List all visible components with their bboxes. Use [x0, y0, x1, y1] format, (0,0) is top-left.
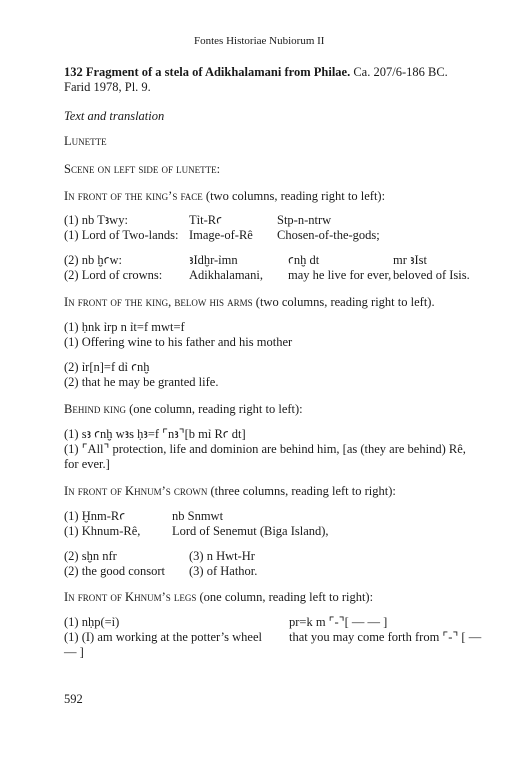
- entry-title-line: [64, 65, 448, 80]
- block1-l2-trans-c: may he live for ever,: [288, 268, 392, 282]
- entry-reference: Farid 1978, Pl. 9.: [64, 80, 151, 94]
- block4-l1-translit-b: nb Snmwt: [172, 509, 224, 523]
- block1-l1-translit-b: Tỉt-Rꜥ: [189, 213, 222, 227]
- block1-l2-translit-a: (2) nb ḫꜥw:: [64, 253, 122, 267]
- block4-l1-trans-a: (1) Khnum-Rê,: [64, 524, 141, 538]
- block2-heading-label: In front of the king, below his arms: [64, 295, 253, 309]
- block1-l1-translit-c: Stp-n-ntrw: [277, 213, 332, 227]
- block5-l1-trans-a: (1) (I) am working at the potter’s wheel: [64, 630, 262, 644]
- block1-heading: [64, 189, 385, 204]
- entry-number: 132: [64, 65, 83, 79]
- block3-heading: [64, 402, 303, 417]
- block4-l2-trans-b: (3) of Hathor.: [189, 564, 258, 578]
- block1-l1-trans-c: Chosen-of-the-gods;: [277, 228, 380, 242]
- scene-heading: Scene on left side of lunette:: [64, 162, 221, 176]
- lunette-heading: Lunette: [64, 134, 107, 148]
- block5-l1-trans-b: that you may come forth from ⌜-⌝ [ —: [289, 630, 482, 644]
- block3-heading-note: (one column, reading right to left):: [129, 402, 303, 416]
- block1-l1-translit-a: (1) nb Tꜣwy:: [64, 213, 128, 227]
- block1-heading-note: (two columns, reading right to left):: [205, 189, 386, 203]
- block4-l2-translit-b: (3) n Hwt-Hr: [189, 549, 255, 563]
- block1-heading-label: In front of the king’s face: [64, 189, 203, 203]
- block4-heading-note: (three columns, reading left to right):: [210, 484, 396, 498]
- block1-l2-translit-b: ꜣIdḫr-ỉmn: [189, 253, 238, 267]
- entry-title: Fragment of a stela of Adikhalamani from Philae.: [85, 65, 351, 79]
- block4-heading-label: In front of Khnum’s crown: [64, 484, 208, 498]
- entry-date: Ca. 207/6-186 BC.: [353, 65, 448, 79]
- block4-l1-trans-b: Lord of Senemut (Biga Island),: [172, 524, 329, 538]
- block2-l1-trans: (1) Offering wine to his father and his mother: [64, 335, 293, 349]
- block2-l2-trans: (2) that he may be granted life.: [64, 375, 219, 389]
- block1-l2-trans-b: Adikhalamani,: [189, 268, 263, 282]
- block1-l2-trans-d: beloved of Isis.: [393, 268, 470, 282]
- block1-l2-translit-c: ꜥnḫ dt: [288, 253, 320, 267]
- block5-l1-translit-b: pr=k m ⌜-⌝[ — — ]: [289, 615, 388, 629]
- block5-heading: [64, 590, 373, 605]
- block4-l2-trans-a: (2) the good consort: [64, 564, 166, 578]
- block3-heading-label: Behind king: [64, 402, 126, 416]
- page-number: 592: [64, 692, 83, 706]
- block1-l2-trans-a: (2) Lord of crowns:: [64, 268, 163, 282]
- block1-l2-translit-d: mr ꜣIst: [393, 253, 427, 267]
- block3-l1-trans-b: for ever.]: [64, 457, 110, 471]
- block2-heading-note: (two columns, reading right to left).: [255, 295, 435, 309]
- block2-l1-translit: (1) ḥnk ỉrp n ỉt=f mwt=f: [64, 320, 185, 334]
- block2-l2-translit: (2) ỉr[n]=f dỉ ꜥnḫ: [64, 360, 150, 374]
- block4-l2-translit-a: (2) sḫn nfr: [64, 549, 117, 563]
- block3-l1-translit: (1) sꜣ ꜥnḫ wꜣs ḥꜣ=f ⌜nꜣ⌝[b mỉ Rꜥ dt]: [64, 427, 246, 441]
- section-heading: Text and translation: [64, 109, 165, 123]
- block5-heading-note: (one column, reading left to right):: [199, 590, 374, 604]
- block5-heading-label: In front of Khnum’s legs: [64, 590, 197, 604]
- block3-l1-trans-a: (1) ⌜All⌝ protection, life and dominion are behind him, [as (they are behind) Rê,: [64, 442, 466, 456]
- block1-l1-trans-b: Image-of-Rê: [189, 228, 253, 242]
- block5-l1-trans-cont: — ]: [64, 645, 84, 659]
- block4-l1-translit-a: (1) Ḫnm-Rꜥ: [64, 509, 126, 523]
- block2-heading: [64, 295, 435, 310]
- running-head: Fontes Historiae Nubiorum II: [194, 35, 325, 47]
- block4-heading: [64, 484, 396, 499]
- block5-l1-translit-a: (1) nḥp(=ỉ): [64, 615, 120, 629]
- block1-l1-trans-a: (1) Lord of Two-lands:: [64, 228, 179, 242]
